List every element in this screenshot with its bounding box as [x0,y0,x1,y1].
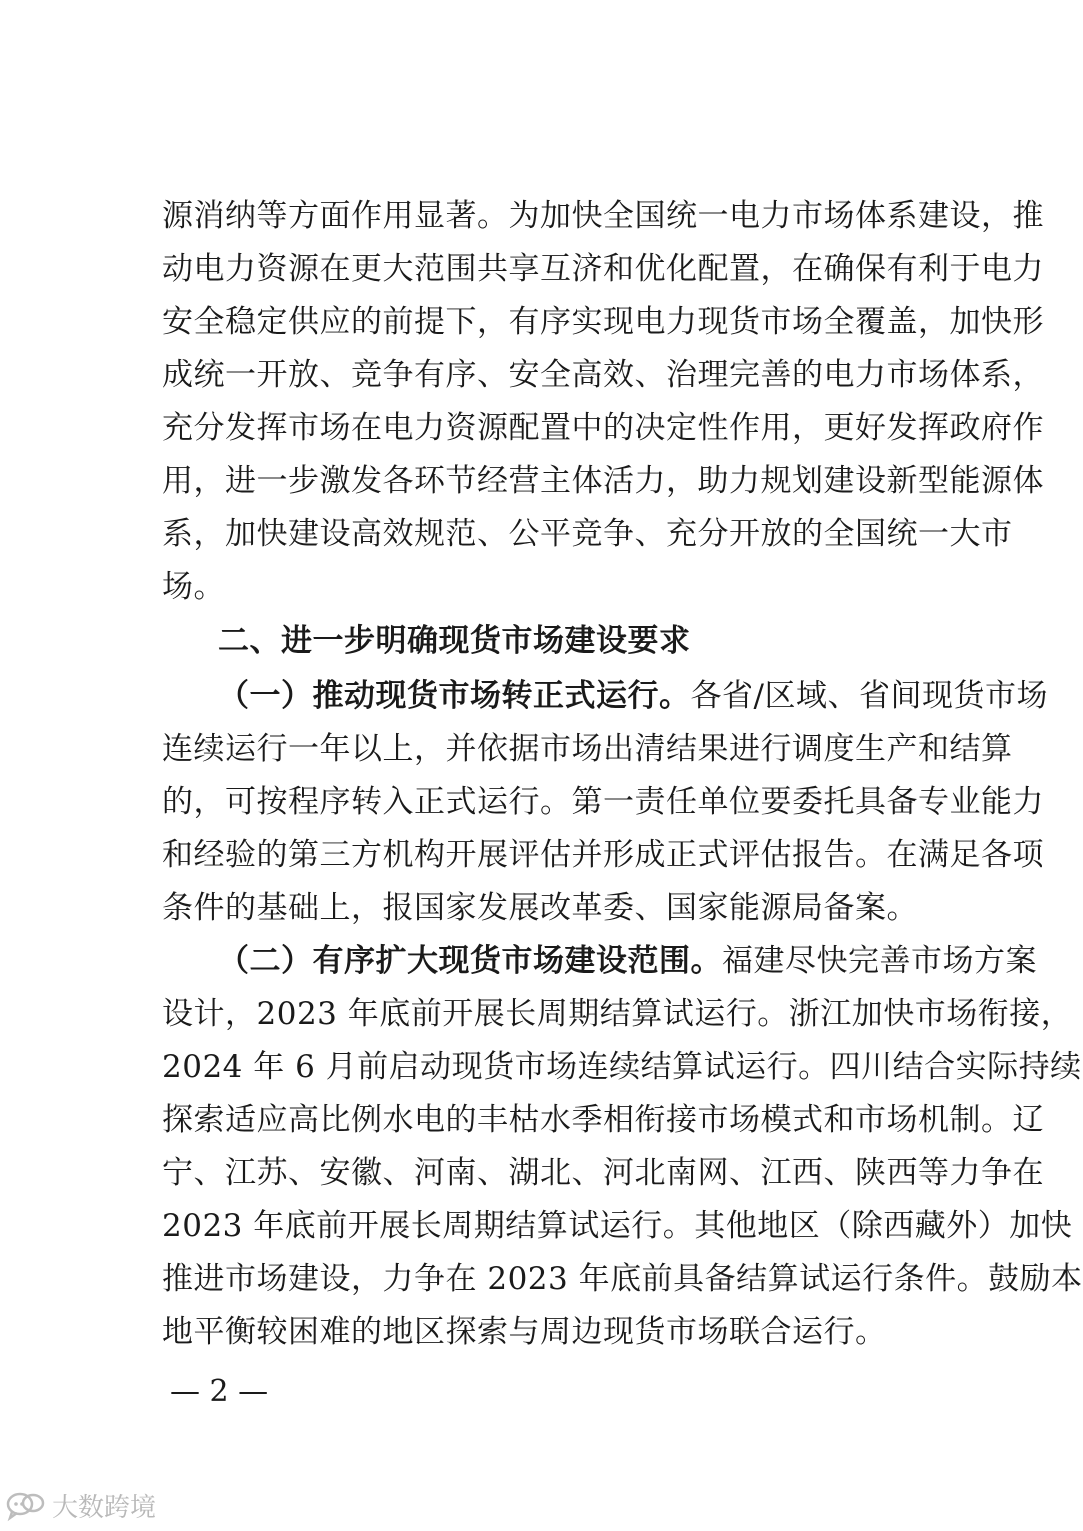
watermark [6,1488,156,1522]
text-line: 和经验的第三方机构开展评估并形成正式评估报告。在满足各项 [162,837,1044,873]
item-1-title: （一）推动现货市场转正式运行。 [218,678,691,714]
text-line: 推进市场建设，力争在 2023 年底前具备结算试运行条件。鼓励本 [162,1261,1083,1297]
text-line: 的，可按程序转入正式运行。第一责任单位要委托具备专业能力 [162,784,1044,820]
text-line: 2024 年 6 月前启动现货市场连续结算试运行。四川结合实际持续 [162,1049,1082,1085]
chat-bubble-logo-icon [6,1490,46,1520]
text-line: 设计，2023 年底前开展长周期结算试运行。浙江加快市场衔接， [162,996,1073,1032]
item-1-first-line [218,676,1048,716]
text-line: 动电力资源在更大范围共享互济和优化配置，在确保有利于电力 [162,251,1044,287]
text-line: 源消纳等方面作用显著。为加快全国统一电力市场体系建设，推 [162,198,1044,234]
text-line: 宁、江苏、安徽、河南、湖北、河北南网、江西、陕西等力争在 [162,1155,1044,1191]
item-2-first-line-text: 福建尽快完善市场方案 [722,943,1037,979]
text-line: 系，加快建设高效规范、公平竞争、充分开放的全国统一大市 [162,516,1013,552]
section-heading: 二、进一步明确现货市场建设要求 [218,623,691,659]
text-line: 场。 [162,569,225,605]
item-2-first-line [218,941,1037,981]
text-line: 条件的基础上，报国家发展改革委、国家能源局备案。 [162,890,918,926]
text-line: 充分发挥市场在电力资源配置中的决定性作用，更好发挥政府作 [162,410,1044,446]
item-2-title: （二）有序扩大现货市场建设范围。 [218,943,722,979]
text-line: 成统一开放、竞争有序、安全高效、治理完善的电力市场体系， [162,357,1044,393]
text-line: 2023 年底前开展长周期结算试运行。其他地区（除西藏外）加快 [162,1208,1073,1244]
text-line: 探索适应高比例水电的丰枯水季相衔接市场模式和市场机制。辽 [162,1102,1044,1138]
page-number: — 2 — [170,1374,269,1409]
text-line: 安全稳定供应的前提下，有序实现电力现货市场全覆盖，加快形 [162,304,1044,340]
watermark-text: 大数跨境 [52,1492,157,1523]
text-line: 地平衡较困难的地区探索与周边现货市场联合运行。 [162,1314,887,1350]
text-line: 用，进一步激发各环节经营主体活力，助力规划建设新型能源体 [162,463,1044,499]
text-line: 连续运行一年以上，并依据市场出清结果进行调度生产和结算 [162,731,1013,767]
item-1-first-line-text: 各省/区域、省间现货市场 [690,678,1048,714]
